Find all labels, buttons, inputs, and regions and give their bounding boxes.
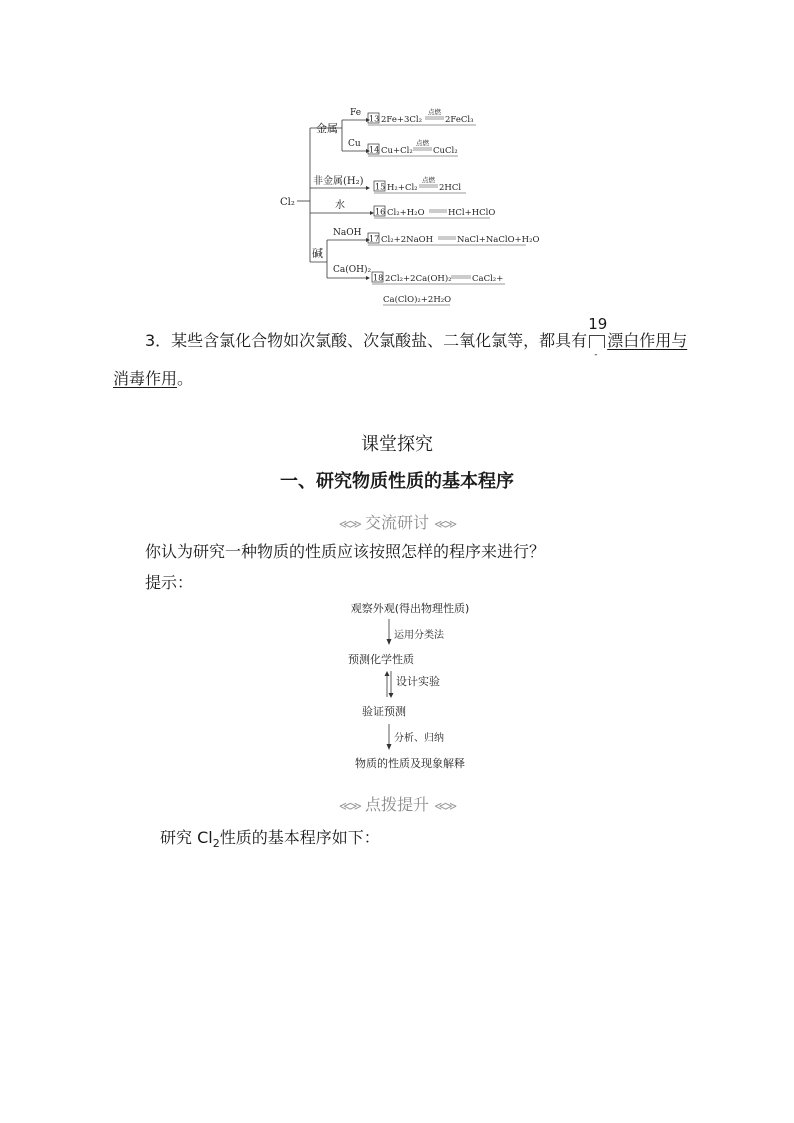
reaction-13-left: 2Fe+3Cl₂ [381,115,423,125]
diagram-center-label: Cl₂ [280,197,295,208]
branch-water-label: 水 [335,200,345,211]
flow-arrow-label-3: 分析、归纳 [394,733,444,744]
blank-tick: - [594,350,598,360]
paragraph-3-line-2 [113,369,193,389]
final-line-suffix: 性质的基本程序如下： [219,828,380,847]
reaction-13-right: 2FeCl₃ [445,115,474,125]
banner-left-ornament: ≪≫ [338,517,360,531]
branch-nonmetal-label: 非金属(H₂) [313,176,364,187]
banner2-title: 点拨提升 [364,795,429,814]
num-13: 13 [369,114,380,124]
banner-right-ornament: ≪≫ [434,517,456,531]
nonmetal-arrowhead [366,186,370,190]
blank-number: 19 [588,315,608,333]
banner2-left-ornament: ≪≫ [338,799,360,813]
caoh-label: Ca(OH)₂ [333,265,372,275]
cl2-reaction-diagram [270,100,570,312]
final-line-prefix: 研究 Cl [160,828,213,847]
flow-arrow-label-1: 运用分类法 [394,630,444,641]
blank-box [589,335,605,348]
reaction-15-left: H₂+Cl₂ [387,183,418,193]
fe-label: Fe [350,108,362,118]
reaction-14-cond: 点燃 [416,139,429,147]
reaction-14-left: Cu+Cl₂ [381,146,413,156]
reaction-16-right: HCl+HClO [448,208,496,218]
blank-19 [587,315,608,360]
reaction-15-cond: 点燃 [422,176,435,184]
paragraph-3-prefix: 3．某些含氯化合物如次氯酸、次氯酸盐、二氧化氯等，都具有 [145,331,588,350]
answer-19-part2: 消毒作用 [113,369,178,388]
flow-step-4: 物质的性质及现象解释 [355,757,465,770]
paragraph-3-line-1 [145,315,705,360]
banner-exchange-discussion [0,510,794,533]
num-15: 15 [375,182,386,192]
banner-key-points [0,792,794,815]
flow-arrowhead-1 [387,639,392,645]
final-line [160,828,380,854]
caoh-arrowhead [366,276,370,280]
reaction-18-right: CaCl₂+ [472,274,504,284]
branch-base-label: 碱 [312,247,323,260]
reaction-16-left: Cl₂+H₂O [387,208,425,218]
research-procedure-flowchart [320,597,500,777]
reaction-17-right: NaCl+NaClO+H₂O [457,235,540,245]
flow-step-2: 预测化学性质 [348,653,414,666]
num-14: 14 [369,145,380,155]
section-subtitle: 一、研究物质性质的基本程序 [280,471,514,492]
final-line-subscript: 2 [212,837,220,851]
flow-arrowhead-3 [387,744,392,750]
water-arrowhead [370,211,374,215]
reaction-15-right: 2HCl [439,183,462,193]
paragraph-3-suffix: 。 [177,369,194,388]
flow-arrowhead-2-up [385,671,390,676]
question-text: 你认为研究一种物质的性质应该按照怎样的程序来进行？ [145,542,546,561]
num-18: 18 [373,273,384,283]
branch-metal-label: 金属 [316,122,338,135]
banner-title: 交流研讨 [364,513,429,532]
reaction-18-right-line2: Ca(ClO)₂+2H₂O [383,295,452,305]
banner2-right-ornament: ≪≫ [434,799,456,813]
reaction-14-right: CuCl₂ [433,146,458,156]
cu-label: Cu [348,139,361,149]
section-title: 课堂探究 [361,434,433,455]
answer-19-part1: 漂白作用与 [607,331,688,350]
num-16: 16 [375,207,386,217]
flow-step-3: 验证预测 [362,705,406,718]
num-17: 17 [369,234,380,244]
naoh-label: NaOH [333,228,362,238]
hint-label: 提示： [145,573,194,592]
reaction-13-cond: 点燃 [428,108,441,116]
flow-arrow-label-2: 设计实验 [396,675,440,688]
reaction-17-left: Cl₂+2NaOH [381,235,434,245]
flow-step-1: 观察外观(得出物理性质) [350,602,470,615]
flow-arrowhead-2-down [389,693,394,698]
reaction-18-left: 2Cl₂+2Ca(OH)₂ [385,274,452,284]
